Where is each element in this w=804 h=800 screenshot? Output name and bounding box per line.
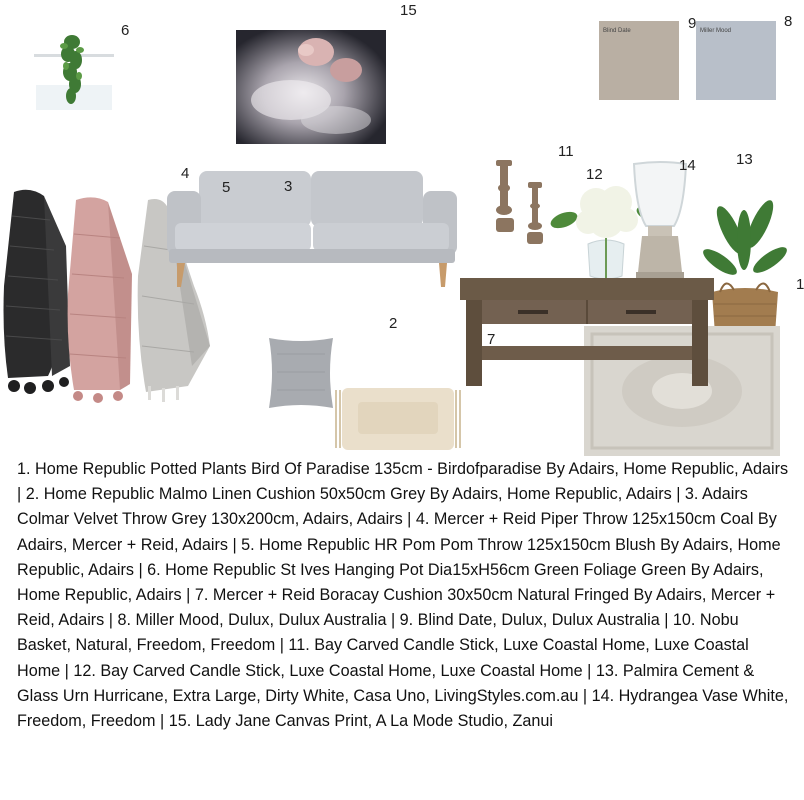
- item-number-7: 7: [487, 331, 496, 348]
- item-number-13: 13: [736, 151, 753, 168]
- item-number-6: 6: [121, 22, 130, 39]
- item-number-5: 5: [222, 179, 231, 196]
- item-number-8: 8: [784, 13, 793, 30]
- coal-throw-icon: [0, 186, 74, 396]
- product-caption: 1. Home Republic Potted Plants Bird Of Paradise 135cm - Birdofparadise By Adairs, Home Republic, Adairs | 2. Home Republic Malmo Linen Cushion 50x50cm Grey By Adairs, Home Republic, Adairs | 3. Adairs Colmar Velvet Throw Grey 130x200cm, Adairs, Adairs | 4. Mercer + Reid Piper Throw 125x150cm Coal By Adairs, Mercer + Reid, Adairs | 5. Home Republic HR Pom Pom Throw 125x150cm Blush By Adairs, Home Republic, Adairs | 6. Home Republic St Ives Hanging Pot Dia15xH56cm Green Foliage Green By Adairs, Home Republic, Adairs | 7. Mercer + Reid Boracay Cushion 30x50cm Natural Fringed By Adairs, Mercer + Reid, Adairs | 8. Miller Mood, Dulux, Dulux Australia | 9. Blind Date, Dulux, Dulux Australia | 10. Nobu Basket, Natural, Freedom, Freedom | 11. Bay Carved Candle Stick, Luxe Coastal Home, Luxe Coastal Home | 12. Bay Carved Candle Stick, Luxe Coastal Home, Luxe Coastal Home | 13. Palmira Cement & Glass Urn Hurricane, Extra Large, Dirty White, Casa Uno, LivingStyles.com.au | 14. Hydrangea Vase White, Freedom, Freedom | 15. Lady Jane Canvas Print, A La Mode Studio, Zanui: [17, 460, 789, 731]
- item-number-14: 14: [679, 157, 696, 174]
- coffee-table-icon: [458, 276, 716, 388]
- grey-linen-cushion-icon: [263, 334, 339, 412]
- item-number-12: 12: [586, 166, 603, 183]
- hurricane-icon: [628, 160, 692, 284]
- item-number-1: 1: [796, 276, 804, 293]
- fringed-cushion-icon: [332, 382, 464, 456]
- swatch-label-miller-mood: Miller Mood: [700, 28, 732, 34]
- item-number-2: 2: [389, 315, 398, 332]
- item-number-15: 15: [400, 2, 417, 19]
- candlestick-icon: [492, 158, 552, 248]
- item-number-9: 9: [688, 15, 697, 32]
- item-number-3: 3: [284, 178, 293, 195]
- hanging-plant-icon: [30, 30, 120, 110]
- swatch-label-blind-date: Blind Date: [603, 28, 631, 34]
- sofa-icon: [165, 169, 459, 289]
- item-number-4: 4: [181, 165, 190, 182]
- blush-throw-icon: [64, 194, 136, 404]
- canvas-print-icon: [236, 30, 386, 144]
- item-number-11: 11: [558, 143, 574, 160]
